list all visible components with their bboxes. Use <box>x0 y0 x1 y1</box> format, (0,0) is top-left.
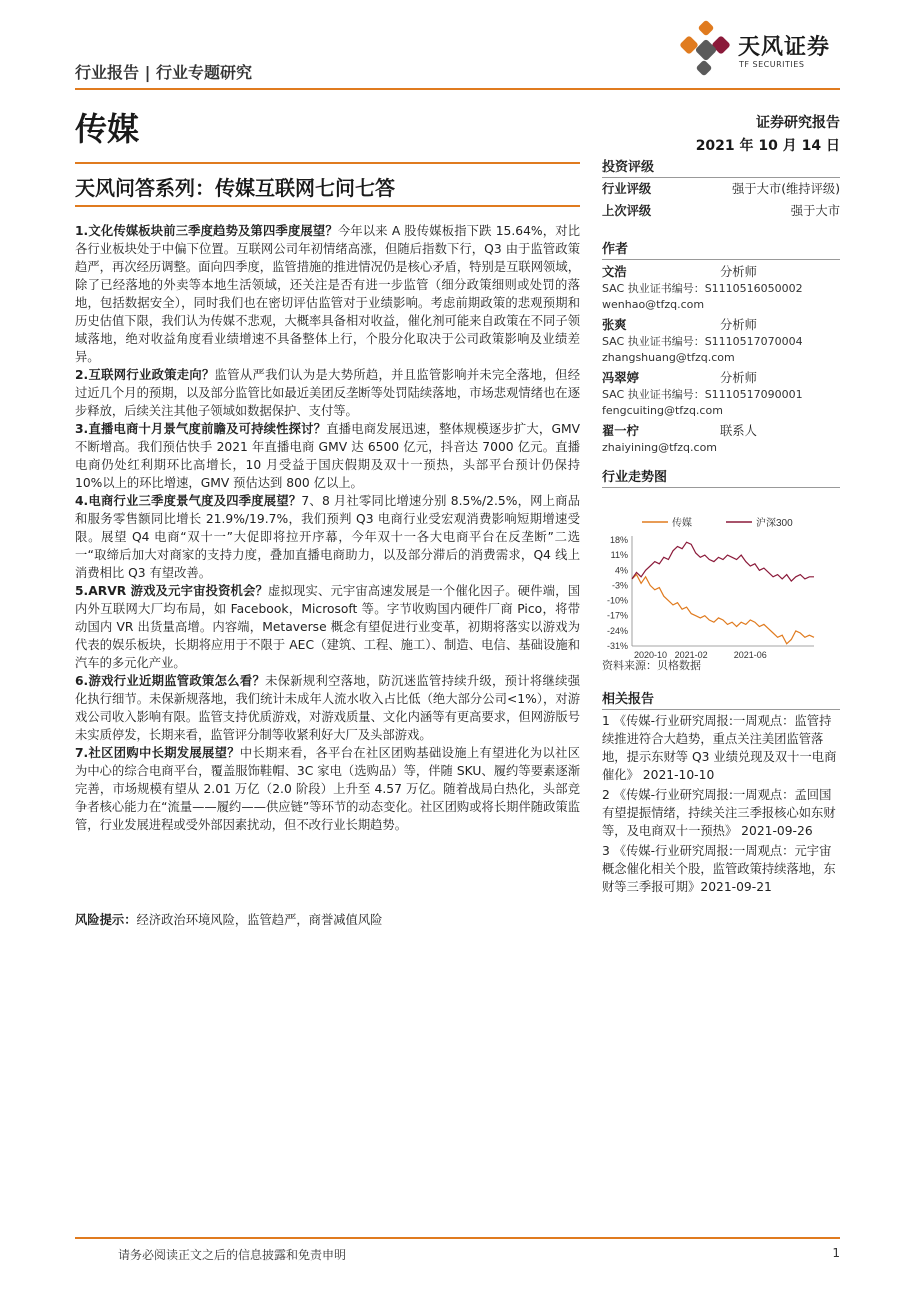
related-list <box>602 712 840 896</box>
author-entry <box>602 423 840 456</box>
author-entry <box>602 370 840 419</box>
report-category: 行业报告 | 行业专题研究 <box>75 63 252 82</box>
question-2: 2.互联网行业政策走向？ <box>75 368 215 382</box>
question-6: 6.游戏行业近期监管政策怎么看？ <box>75 674 266 688</box>
related-section <box>602 688 840 896</box>
author-entry <box>602 317 840 366</box>
trend-chart-section <box>602 466 840 674</box>
answer-5: 虚拟现实、元宇宙高速发展是一个催化因子。硬件端，国内外互联网大厂均布局，如 Facebook，Microsoft 等。字节收购国内硬件厂商 Pico，将带动国内 VR 出货量高增。内容端，Metaverse 概念有望促进行业变革，初期将落实以游戏为代表的娱乐板块，长期将应用于不限于 AEC（建筑、工程、施工）、制造、电信、基础设施和汽车的多元化产业。 <box>75 584 580 670</box>
chart-source: 资料来源：贝格数据 <box>602 659 701 672</box>
rating-row <box>602 178 840 200</box>
x-tick-label: 2020-10 <box>634 650 668 658</box>
author-cert: SAC 执业证书编号：S1110517070004 <box>602 335 803 348</box>
legend-label: 沪深300 <box>756 518 793 529</box>
paragraph-1 <box>75 222 580 366</box>
x-tick-label: 2021-06 <box>733 650 767 658</box>
related-item[interactable]: 1 《传媒-行业研究周报:一周观点：监管持续推进符合大趋势，重点关注美团监管落地，提示东财等 Q3 业绩兑现及双十一电商催化》 2021-10-10 <box>602 714 837 782</box>
question-3: 3.直播电商十月景气度前瞻及可持续性探讨？ <box>75 422 327 436</box>
question-4: 4.电商行业三季度景气度及四季度展望？ <box>75 494 302 508</box>
paragraph-7 <box>75 744 580 834</box>
x-tick-label: 2021-02 <box>674 650 708 658</box>
paragraph-6 <box>75 672 580 744</box>
author-name: 文浩 <box>602 265 627 279</box>
y-tick-label: -17% <box>606 610 628 621</box>
report-type: 证券研究报告 <box>756 115 840 131</box>
rating-value: 强于大市 <box>790 204 840 218</box>
legend-label: 传媒 <box>672 518 692 529</box>
main-title: 天风问答系列：传媒互联网七问七答 <box>75 176 395 200</box>
y-tick-label: 18% <box>609 535 628 545</box>
author-name: 张爽 <box>602 318 627 332</box>
answer-3: 直播电商发展迅速，整体规模逐步扩大，GMV 不断增高。我们预估快手 2021 年直播电商 GMV 达 6500 亿元，抖音达 7000 亿元。直播电商仍处红利期环比高增长，10 月受益于国庆假期及双十一预热，头部平台预计仍保持 10%以上的环比增速，GMV 预估达到 800 亿以上。 <box>75 422 580 490</box>
author-email[interactable]: zhaiyining@tfzq.com <box>602 441 718 454</box>
authors-section <box>602 238 840 456</box>
rating-section <box>602 156 840 222</box>
risk-label: 风险提示： <box>75 913 137 927</box>
rating-label: 行业评级 <box>602 182 652 196</box>
question-7: 7.社区团购中长期发展展望？ <box>75 746 240 760</box>
report-date: 2021 年 10 月 14 日 <box>695 138 840 154</box>
sector-title: 传媒 <box>75 110 140 148</box>
risk-text: 经济政治环境风险，监管趋严，商誉减值风险 <box>136 913 383 927</box>
report-body <box>75 222 580 834</box>
author-name: 翟一柠 <box>602 424 639 438</box>
paragraph-2 <box>75 366 580 420</box>
chart-head: 行业走势图 <box>602 466 840 488</box>
brand-logo <box>678 20 848 80</box>
answer-1: 今年以来 A 股传媒板指下跌 15.64%，对比各行业板块处于中偏下位置。互联网公司年初情绪高涨，但随后指数下行，Q3 由于监管政策趋严，再次经历调整。面向四季度，监管措施的推进情况仍是核心矛盾，特别是互联网领域，除了已经落地的外卖等本地生活领域，还关注是否有进一步监管（细分政策细则或处罚的落地，包括数据安全），同时我们也在密切评估监管对于业绩影响。考虑前期政策的悲观预期和历史估值下限，我们认为传媒不悲观，大概率具备相对收益，催化剂可能来自政策在不同子领域落地，绝对收益角度看业绩增速不具备整体上行，个股分化取决于公司政策影响及业绩差异。 <box>75 224 580 364</box>
answer-4: 7、8 月社零同比增速分别 8.5%/2.5%，网上商品和服务零售额同比增长 21.9%/19.7%，我们预判 Q3 电商行业受宏观消费影响短期增速受限。展望 Q4 电商“双十一”大促即将拉开序幕，今年双十一各大电商平台在反垄断”二选一“取缔后加大对商家的支持力度，叠加直播电商助力，以及部分滞后的消费需求，Q4 线上消费相比 Q3 有望改善。 <box>75 494 581 580</box>
y-tick-label: -10% <box>606 595 628 606</box>
brand-name-en: TF SECURITIES <box>739 60 805 69</box>
rating-value: 强于大市(维持评级) <box>732 182 840 196</box>
author-cert: SAC 执业证书编号：S1110516050002 <box>602 282 803 295</box>
author-role: 分析师 <box>720 265 757 279</box>
header-divider <box>75 88 840 90</box>
footer-disclaimer: 请务必阅读正文之后的信息披露和免责申明 <box>118 1248 347 1262</box>
answer-6: 未保新规利空落地，防沉迷监管持续升级，预计将继续强化执行细节。未保新规落地，我们统计未成年人流水收入占比低（绝大部分公司<1%），对游戏公司收入影响有限。监管支持优质游戏，对游戏质量、文化内涵等有更高要求，但网游版号未实质停发，长期来看，监管评分制等收紧利好大厂及头部游戏。 <box>75 674 580 742</box>
y-tick-label: -3% <box>611 580 628 591</box>
author-role: 分析师 <box>720 371 757 385</box>
trend-chart <box>602 488 840 658</box>
brand-name: 天风证券 <box>738 35 831 60</box>
author-email[interactable]: zhangshuang@tfzq.com <box>602 351 735 364</box>
y-tick-label: -24% <box>606 625 628 636</box>
question-5: 5.ARVR 游戏及元宇宙投资机会？ <box>75 584 269 598</box>
related-item[interactable]: 3 《传媒-行业研究周报:一周观点：元宇宙概念催化相关个股，监管政策持续落地，东财等三季报可期》2021-09-21 <box>602 844 836 894</box>
paragraph-3 <box>75 420 580 492</box>
paragraph-4 <box>75 492 580 582</box>
related-head: 相关报告 <box>602 688 840 710</box>
rating-row <box>602 200 840 222</box>
risk-warning <box>75 910 382 928</box>
author-email[interactable]: fengcuiting@tfzq.com <box>602 404 723 417</box>
author-name: 冯翠婷 <box>602 371 639 385</box>
logo-mark-icon <box>678 20 734 78</box>
series-line-media <box>632 575 814 644</box>
paragraph-5 <box>75 582 580 672</box>
y-tick-label: -31% <box>606 641 628 651</box>
y-tick-label: 4% <box>614 565 628 576</box>
rating-label: 上次评级 <box>602 204 652 218</box>
question-1: 1.文化传媒板块前三季度趋势及第四季度展望？ <box>75 224 338 238</box>
series-line-hs300 <box>632 542 814 581</box>
page-number: 1 <box>832 1246 840 1260</box>
footer-divider <box>75 1237 840 1239</box>
authors-head: 作者 <box>602 238 840 260</box>
author-email[interactable]: wenhao@tfzq.com <box>602 298 705 311</box>
answer-7: 中长期来看，各平台在社区团购基础设施上有望进化为以社区为中心的综合电商平台，覆盖服饰鞋帽、3C 家电（选购品）等，伴随 SKU、履约等要素逐渐完善，市场规模有望从 2.01 万亿（2.0 阶段）上升至 4.57 万亿。随着战局白热化，头部竞争者核心能力在“流量——履约——供应链”等环节的动态变化。社区团购或将长期伴随政策监管，行业发展进程或受外部因素扰动，但不改行业长期趋势。 <box>75 746 580 832</box>
author-role: 分析师 <box>720 318 757 332</box>
author-cert: SAC 执业证书编号：S1110517090001 <box>602 388 803 401</box>
author-entry <box>602 264 840 313</box>
related-item[interactable]: 2 《传媒-行业研究周报:一周观点：孟回国有望提振情绪，持续关注三季报核心如东财等，及电商双十一预热》 2021-09-26 <box>602 788 836 838</box>
title-rule-top <box>75 162 580 164</box>
answer-2: 监管从严我们认为是大势所趋，并且监管影响并未完全落地，但经过近几个月的预期，以及部分监管比如最近美团反垄断等处罚陆续落地，市场悲观情绪也在逐步释放，后续关注其他子领域如数据保护、支付等。 <box>75 368 580 418</box>
title-rule-bottom <box>75 205 580 207</box>
rating-head: 投资评级 <box>602 156 840 178</box>
author-role: 联系人 <box>720 424 757 438</box>
y-tick-label: 11% <box>610 550 628 561</box>
